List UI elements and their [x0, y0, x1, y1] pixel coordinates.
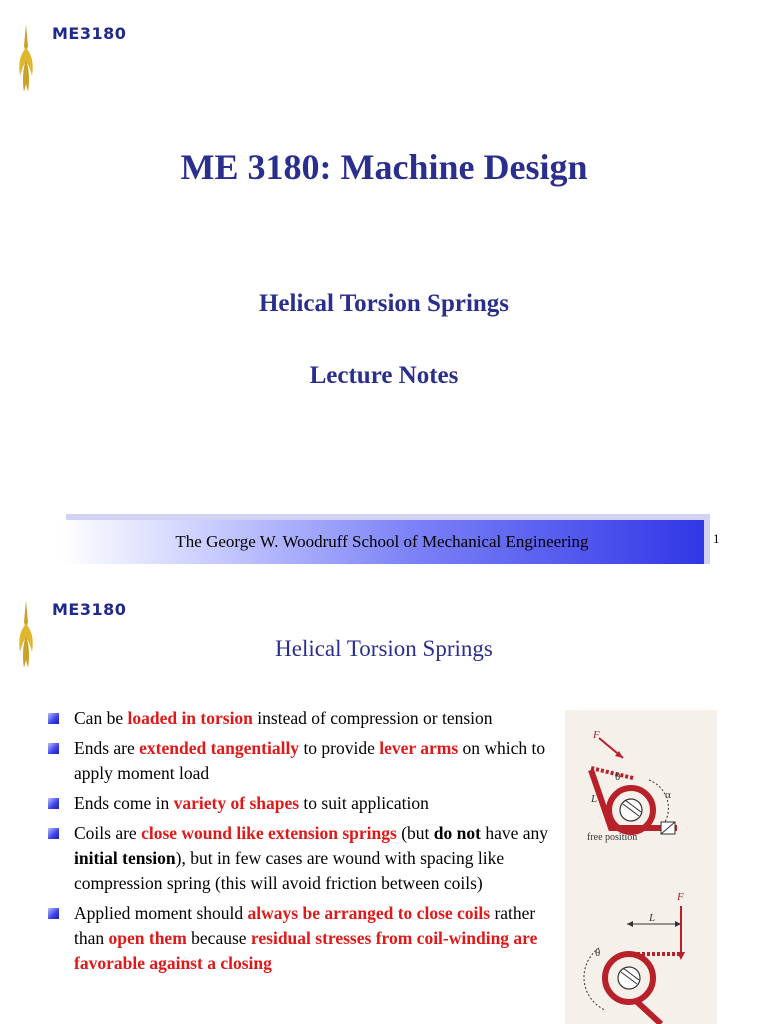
bullet-text: Coils are [74, 823, 142, 843]
page-number: 1 [713, 531, 720, 546]
bullet-text: rather than [74, 903, 536, 948]
length-label: L [591, 793, 598, 805]
force-label: F [593, 729, 600, 741]
square-bullet-icon [48, 743, 59, 754]
slide-title: Helical Torsion Springs [275, 636, 493, 661]
bullet-text: (but [396, 823, 434, 843]
bullet-text: Can be [74, 708, 128, 728]
bullet-text: Applied moment should [74, 903, 248, 923]
square-bullet-icon [48, 798, 59, 809]
bullet-text: Ends are [74, 738, 140, 758]
theta-label: θ [615, 771, 621, 783]
emphasis-text: lever arms [379, 738, 459, 758]
slide-subtitle: Helical Torsion Springs [258, 290, 510, 317]
footer-bar [60, 520, 704, 564]
bullet-text: to suit application [299, 793, 429, 813]
bold-text: do not [433, 823, 481, 843]
force-label: F [677, 891, 684, 903]
slide-2 [0, 576, 768, 1024]
spring-loaded-drawing [584, 906, 685, 1024]
bullet-text: on which to apply moment load [74, 738, 546, 783]
bullet-item [46, 736, 556, 786]
gatech-logo-icon [16, 24, 36, 94]
spring-free-position-drawing [591, 738, 677, 834]
bullet-text: because [186, 928, 251, 948]
free-position-caption: free position [587, 832, 638, 843]
footer-text: The George W. Woodruff School of Mechanical Engineering [175, 532, 589, 551]
lecture-notes-label: Lecture Notes [309, 362, 459, 389]
bullet-item [46, 791, 556, 816]
theta-label: θ [595, 947, 601, 959]
square-bullet-icon [48, 713, 59, 724]
emphasis-text: extended tangentially [139, 738, 300, 758]
bold-text: initial tension [74, 848, 176, 868]
bullet-text: Ends come in [74, 793, 174, 813]
square-bullet-icon [48, 828, 59, 839]
length-label: L [649, 912, 656, 924]
bullet-item [46, 821, 556, 896]
emphasis-text: always be arranged to close coils [247, 903, 491, 923]
emphasis-text: variety of shapes [173, 793, 300, 813]
emphasis-text: open them [108, 928, 187, 948]
bullet-item [46, 901, 556, 976]
spring-figure [565, 710, 717, 1024]
bullet-text: have any [480, 823, 548, 843]
emphasis-text: close wound like extension springs [141, 823, 397, 843]
bullet-item [46, 706, 556, 731]
bullet-list [46, 706, 556, 981]
emphasis-text: loaded in torsion [127, 708, 253, 728]
course-code: ME3180 [52, 600, 127, 619]
square-bullet-icon [48, 908, 59, 919]
bullet-text: instead of compression or tension [252, 708, 493, 728]
slide-title: ME 3180: Machine Design [180, 147, 588, 187]
bullet-text: to provide [299, 738, 380, 758]
emphasis-text: residual stresses from coil-winding are favorable against a closing [74, 928, 538, 973]
course-code: ME3180 [52, 24, 127, 43]
bullet-text: ), but in few cases are wound with spacing like compression spring (this will avoid friction between coils) [74, 848, 505, 893]
alpha-label: α [665, 789, 671, 801]
